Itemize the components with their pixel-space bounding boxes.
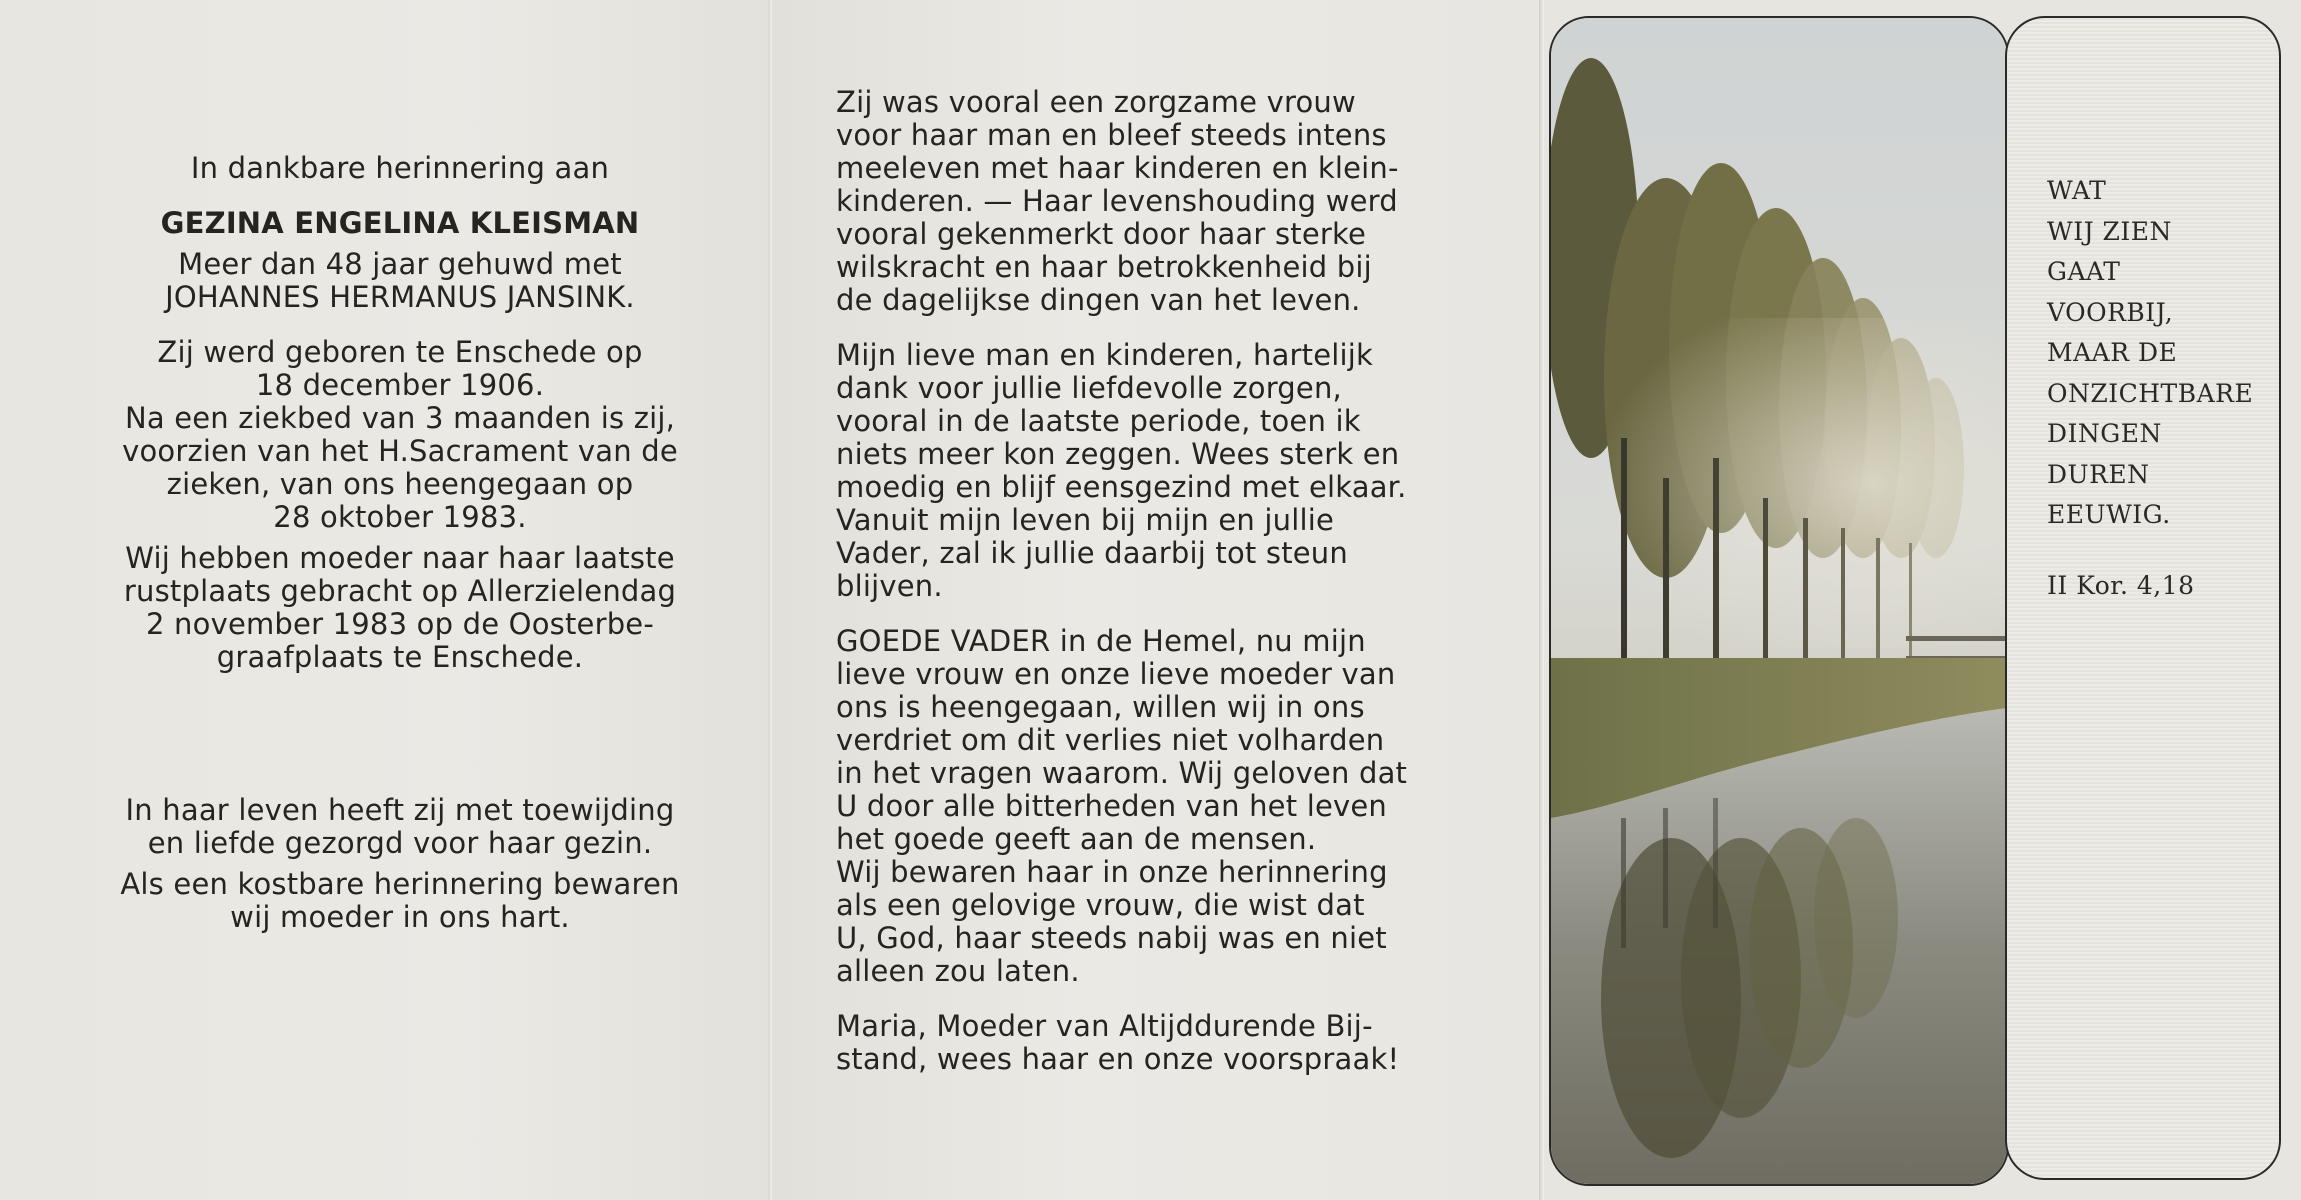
life-paragraphs	[105, 794, 695, 934]
birth-paragraph	[105, 336, 695, 402]
farewell-line: vooral in de laatste periode, toen ik	[836, 404, 1361, 438]
verse-line: GAAT	[2047, 257, 2121, 286]
verse-line: EEUWIG.	[2047, 500, 2171, 529]
prayer-line: alleen zou laten.	[836, 954, 1080, 988]
spouse-name: JOHANNES HERMANUS JANSINK.	[165, 280, 635, 314]
birth-line: Zij werd geboren te Enschede op	[157, 335, 643, 369]
care-line: vooral gekenmerkt door haar sterke	[836, 217, 1366, 251]
middle-text-column	[836, 86, 1422, 1098]
farewell-line: moedig en blijf eensgezind met elkaar.	[836, 470, 1407, 504]
maria-line: stand, wees haar en onze voorspraak!	[836, 1042, 1400, 1076]
prayer-line: in het vragen waarom. Wij geloven dat	[836, 756, 1408, 790]
deceased-name: GEZINA ENGELINA KLEISMAN	[160, 206, 640, 240]
life-paragraph	[105, 794, 695, 860]
farewell-line: blijven.	[836, 569, 943, 603]
care-line: de dagelijkse dingen van het leven.	[836, 283, 1361, 317]
illness-line: zieken, van ons heengegaan op	[166, 467, 634, 501]
prayer-line: het goede geeft aan de mensen.	[836, 822, 1317, 856]
memory-line: wij moeder in ons hart.	[230, 900, 570, 934]
misty-canal-with-poplar-trees-icon	[1551, 18, 2007, 1184]
illness-line: voorzien van het H.Sacrament van de	[122, 434, 678, 468]
farewell-line: Vader, zal ik jullie daarbij tot steun	[836, 536, 1348, 570]
burial-line: 2 november 1983 op de Oosterbe-	[145, 607, 655, 641]
verse-reference: II Kor. 4,18	[2047, 570, 2195, 600]
fold-line-right	[1539, 0, 1544, 1200]
care-paragraph	[836, 86, 1422, 317]
burial-paragraph	[105, 542, 695, 674]
illness-line: Na een ziekbed van 3 maanden is zij,	[124, 401, 676, 435]
memory-paragraph	[105, 868, 695, 934]
farewell-paragraph	[836, 339, 1422, 603]
verse-line: DUREN	[2047, 459, 2150, 489]
care-line: kinderen. — Haar levenshouding werd	[836, 184, 1398, 218]
illness-line: 28 oktober 1983.	[273, 500, 527, 534]
burial-line: Wij hebben moeder naar haar laatste	[125, 541, 675, 575]
farewell-line: Vanuit mijn leven bij mijn en jullie	[836, 503, 1335, 537]
fold-line-left	[768, 0, 772, 1200]
burial-line: graafplaats te Enschede.	[216, 640, 584, 674]
left-text-column	[105, 151, 695, 934]
prayer-line: U door alle bitterheden van het leven	[836, 789, 1387, 823]
verse-line: DINGEN	[2047, 419, 2162, 448]
care-line: Zij was vooral een zorgzame vrouw	[836, 85, 1356, 119]
verse-line: WAT	[2047, 176, 2107, 205]
care-line: meeleven met haar kinderen en klein-	[836, 151, 1399, 185]
illness-paragraph	[105, 402, 695, 534]
farewell-line: dank voor jullie liefdevolle zorgen,	[836, 371, 1342, 405]
intro-line: In dankbare herinnering aan	[190, 151, 610, 185]
prayer-paragraph	[836, 625, 1422, 988]
verse-line: ONZICHTBARE	[2047, 378, 2254, 408]
prayer-line: lieve vrouw en onze lieve moeder van	[836, 657, 1396, 691]
prayer-line: ons is heengegaan, willen wij in ons	[836, 690, 1365, 724]
farewell-line: niets meer kon zeggen. Wees sterk en	[836, 437, 1400, 471]
prayer-line: als een gelovige vrouw, die wist dat	[836, 888, 1365, 922]
prayer-line: U, God, haar steeds nabij was en niet	[836, 921, 1387, 955]
maria-line: Maria, Moeder van Altijddurende Bij-	[836, 1009, 1373, 1043]
life-line: en liefde gezorgd voor haar gezin.	[147, 826, 653, 860]
burial-line: rustplaats gebracht op Allerzielendag	[123, 574, 677, 608]
birth-line: 18 december 1906.	[255, 368, 545, 402]
prayer-line: Wij bewaren haar in onze herinnering	[836, 855, 1388, 889]
verse-line: WIJ ZIEN	[2047, 216, 2172, 246]
prayer-line: GOEDE VADER in de Hemel, nu mijn	[836, 624, 1366, 658]
landscape-photo	[1549, 16, 2009, 1186]
farewell-line: Mijn lieve man en kinderen, hartelijk	[836, 338, 1374, 372]
life-line: In haar leven heeft zij met toewijding	[125, 793, 675, 827]
maria-paragraph	[836, 1010, 1422, 1076]
prayer-line: verdriet om dit verlies niet volharden	[836, 723, 1385, 757]
bible-verse	[2047, 171, 2253, 606]
memory-line: Als een kostbare herinnering bewaren	[120, 867, 680, 901]
care-line: voor haar man en bleef steeds intens	[836, 118, 1387, 152]
verse-line: MAAR DE	[2047, 338, 2178, 367]
verse-box	[2005, 16, 2281, 1180]
married-line: Meer dan 48 jaar gehuwd met	[178, 247, 622, 281]
verse-line: VOORBIJ,	[2047, 297, 2174, 327]
care-line: wilskracht en haar betrokkenheid bij	[836, 250, 1372, 284]
